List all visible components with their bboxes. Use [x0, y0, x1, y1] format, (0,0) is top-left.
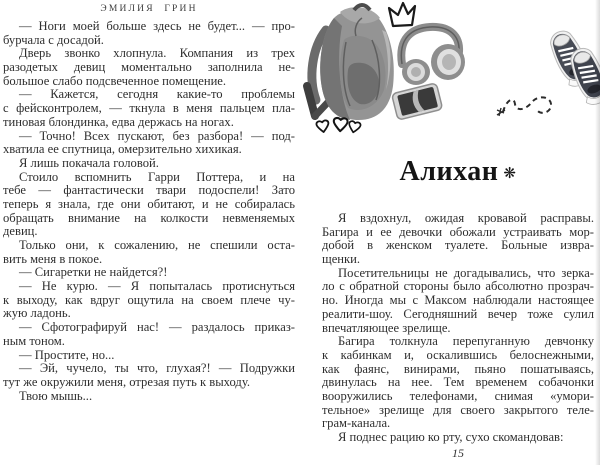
- text-line: — Эй, чучело, ты что, глухая?! — Подружки: [19, 362, 295, 376]
- text-line: тебе — фантастически твари подоспели! Зато: [3, 184, 295, 198]
- chapter-title-text: Алихан: [399, 156, 499, 187]
- text-line: — Простите, но...: [19, 348, 115, 362]
- text-line: — Не курю. — Я попыталась протиснуться: [19, 280, 295, 294]
- page-number: 15: [452, 446, 464, 460]
- text-line: жую ладонь.: [3, 307, 71, 321]
- page-edge-shadow: [595, 0, 600, 465]
- text-line: двинулась на нее. Тем временем собачонки: [322, 376, 594, 390]
- text-line: Я поднес рацию ко рту, сухо скомандовав:: [338, 431, 564, 444]
- text-line: — Кажется, сегодня какие-то проблемы: [19, 88, 295, 102]
- text-line: Стоило вспомнить Гарри Поттера, и на: [19, 170, 295, 184]
- text-line: — Точно! Всех пускают, без разбора! — под-: [19, 129, 295, 143]
- text-line: — Ноги моей больше здесь не будет... — про-: [19, 20, 295, 33]
- text-line: разодетых девиц моментально заполнила не-: [3, 61, 295, 75]
- text-line: Дверь звонко хлопнула. Компания из трех: [19, 47, 295, 61]
- text-line: как фаянс, винирами, пьяно пошатываясь,: [322, 362, 594, 376]
- left-page: [3, 0, 295, 465]
- asterisk-ornament-icon: ❋: [503, 166, 517, 182]
- text-line: Багира и ее девочки обожали устраивать мор-: [322, 225, 594, 239]
- text-line: ным тоном.: [3, 334, 65, 348]
- text-line: бурчала с досадой.: [3, 33, 104, 47]
- text-line: вооружились телефонами, снимая «умори-: [322, 389, 594, 403]
- text-line: Посетительницы не догадывались, что зерка-: [338, 266, 594, 280]
- right-page-text: [322, 212, 594, 445]
- right-page: [322, 0, 594, 465]
- text-line: грам-канала.: [322, 417, 391, 431]
- text-line: тиновая блондинка, едва держась на ногах.: [3, 115, 234, 129]
- text-line: тельное» зрелище для своего закрытого теле-: [322, 403, 594, 417]
- text-line: реалити-шоу. Сегодняшний вечер тоже сулил: [322, 307, 594, 321]
- text-line: к выходу, как вдруг ощутила на своем плече чу-: [3, 293, 295, 307]
- text-line: вить меня в покое.: [3, 252, 103, 266]
- text-line: Багира толкнула перепуганную девчонку: [338, 335, 594, 349]
- text-line: большое слабо подсвеченное помещение.: [3, 74, 227, 88]
- text-line: Я лишь покачала головой.: [19, 156, 159, 170]
- text-line: обращать внимание на колкости невменяемых: [3, 211, 295, 225]
- text-line: — Сфотографируй нас! — раздалось приказ-: [19, 321, 295, 335]
- text-line: но. Иногда мы с Максом наблюдали настоящее: [322, 294, 594, 308]
- running-header: ЭМИЛИЯ ГРИН: [100, 4, 198, 14]
- text-line: Твою мышь...: [19, 389, 93, 403]
- text-line: с фейсконтролем, — ткнула в меня пальцем пла-: [3, 102, 295, 116]
- text-line: Я вздохнул, ожидая кровавой расправы.: [338, 212, 594, 225]
- text-line: — Сигаретки не найдется?!: [19, 266, 168, 280]
- text-line: щенки.: [322, 253, 361, 267]
- text-line: добой в женском туалете. Больные извра-: [322, 239, 594, 253]
- chapter-title: [322, 156, 594, 188]
- text-line: Только они, к сожалению, не спешили оста-: [19, 239, 295, 252]
- text-line: теперь я знала, где они обитают, и не собиралась: [3, 197, 295, 211]
- text-line: к кабинкам и, оскалившись белоснежными,: [322, 348, 594, 362]
- text-line: впечатляющее зрелище.: [322, 321, 451, 335]
- text-line: хватила ее спутница, омерзительно хихикая.: [3, 143, 242, 157]
- left-page-text: [3, 20, 295, 403]
- text-line: девиц.: [3, 225, 38, 239]
- text-line: тут же окружили меня, отрезая путь к выходу.: [3, 375, 251, 389]
- text-line: ло с обратной стороны было абсолютно прозрач-: [322, 280, 594, 294]
